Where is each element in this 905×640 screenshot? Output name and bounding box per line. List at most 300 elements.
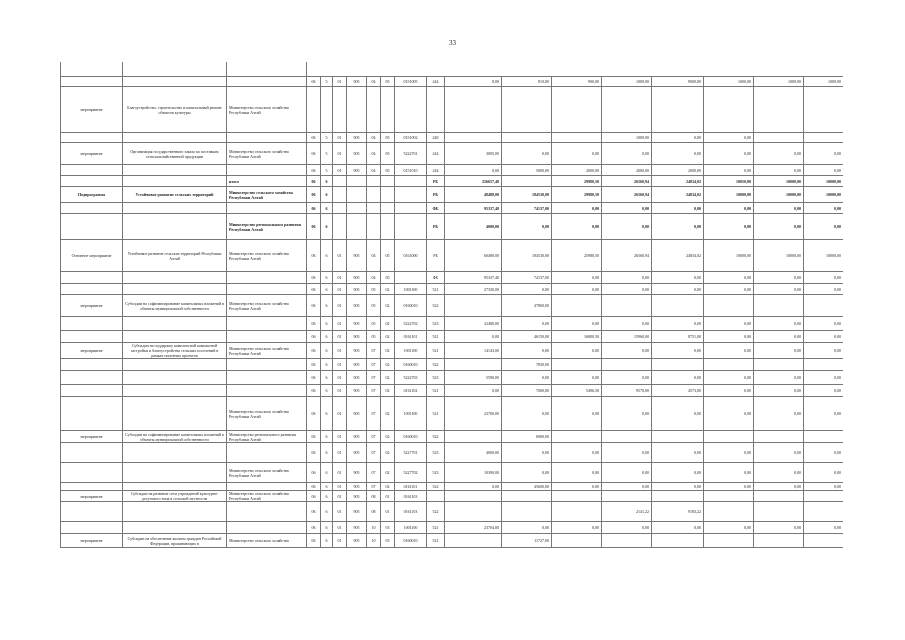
table-cell [704, 359, 754, 371]
table-cell: 9000,00 [652, 77, 704, 87]
table-cell [61, 522, 123, 534]
table-cell: 01 [333, 165, 347, 176]
table-cell: 905 [347, 522, 367, 534]
table-cell: 521 [427, 385, 445, 397]
table-row [61, 443, 844, 463]
table-cell: 06 [307, 502, 321, 522]
table-cell: мероприятие [61, 295, 123, 317]
budget-table [60, 62, 843, 548]
table-cell: 522 [427, 483, 445, 491]
table-cell: 0,00 [652, 371, 704, 385]
table-cell: 02 [381, 431, 395, 443]
table-cell: 01 [333, 522, 347, 534]
table-cell: 6 [321, 203, 333, 214]
table-cell: 02 [381, 359, 395, 371]
table-cell: 0161101 [395, 331, 427, 343]
table-cell: 0,00 [704, 133, 754, 143]
table-cell [704, 295, 754, 317]
table-cell: 11727,00 [502, 534, 552, 548]
table-cell: 10000,00 [704, 187, 754, 203]
table-cell: 522 [427, 359, 445, 371]
table-cell: 184530,00 [502, 187, 552, 203]
table-cell: 01 [333, 385, 347, 397]
table-cell: 0,00 [552, 317, 602, 331]
table-row [61, 317, 844, 331]
table-cell: 01 [333, 371, 347, 385]
table-cell: 905 [347, 240, 367, 272]
table-cell: 0,00 [502, 397, 552, 431]
table-cell: 905 [347, 77, 367, 87]
table-cell: 16800,50 [552, 331, 602, 343]
table-cell [552, 534, 602, 548]
table-cell [704, 431, 754, 443]
table-cell: 01 [333, 443, 347, 463]
table-cell: Министерство сельского хозяйства Республики Алтай [227, 240, 307, 272]
table-cell: 10000,00 [804, 240, 844, 272]
table-cell [61, 385, 123, 397]
table-cell: 5 [321, 133, 333, 143]
table-cell: 1001100 [395, 284, 427, 295]
table-cell: 523 [427, 371, 445, 385]
table-cell: 0,00 [552, 214, 602, 240]
table-cell: 06 [307, 371, 321, 385]
table-cell: 29980,50 [552, 176, 602, 187]
table-cell: 04 [367, 165, 381, 176]
table-cell: 1001100 [395, 522, 427, 534]
table-cell [61, 359, 123, 371]
table-cell: 0,00 [502, 371, 552, 385]
table-cell: Субсидии на софинансирование капитальных вложений в объекты муниципальной собственности [123, 295, 227, 317]
table-cell [804, 431, 844, 443]
table-row [61, 385, 844, 397]
table-cell: 244 [427, 77, 445, 87]
table-cell: 0151010 [395, 165, 427, 176]
table-cell: 60480,00 [445, 240, 502, 272]
table-cell: 25980,50 [552, 240, 602, 272]
table-cell: 06 [307, 143, 321, 165]
table-cell: 6 [321, 331, 333, 343]
table-cell [227, 203, 307, 214]
table-cell [395, 187, 427, 203]
table-cell: 0151002 [395, 133, 427, 143]
table-cell: 0,00 [445, 385, 502, 397]
table-cell [754, 502, 804, 522]
table-cell: 0,00 [704, 143, 754, 165]
table-cell [367, 187, 381, 203]
table-cell: 02 [381, 331, 395, 343]
table-cell: Министерство сельского хозяйства [227, 534, 307, 548]
table-cell: 01 [333, 331, 347, 343]
table-row [61, 295, 844, 317]
table-cell: 01 [333, 295, 347, 317]
table-cell: 0,00 [445, 483, 502, 491]
table-cell [395, 87, 427, 133]
table-cell: 6 [321, 295, 333, 317]
table-cell: 05 [367, 295, 381, 317]
table-cell: 10000,00 [704, 240, 754, 272]
table-cell: 0,00 [804, 443, 844, 463]
table-cell: 0161103 [395, 491, 427, 502]
table-cell [445, 491, 502, 502]
table-cell [227, 77, 307, 87]
table-cell [123, 77, 227, 87]
table-cell: 0,00 [804, 203, 844, 214]
table-cell: 0,00 [704, 331, 754, 343]
table-cell: мероприятие [61, 87, 123, 133]
table-cell: 0,00 [602, 317, 652, 331]
table-cell: 0160010 [395, 534, 427, 548]
table-cell: 02 [381, 343, 395, 359]
table-row [61, 272, 844, 284]
table-cell: 6900,00 [502, 431, 552, 443]
table-cell: 07 [367, 343, 381, 359]
table-cell [61, 133, 123, 143]
table-cell [395, 272, 427, 284]
table-cell [61, 272, 123, 284]
table-cell: 32480,00 [445, 317, 502, 331]
table-cell: 905 [347, 483, 367, 491]
table-cell: мероприятие [61, 143, 123, 165]
table-body [61, 62, 844, 548]
table-cell [652, 534, 704, 548]
table-cell [333, 176, 347, 187]
table-cell: 08 [367, 491, 381, 502]
table-cell: 06 [307, 203, 321, 214]
table-cell: 0,00 [754, 522, 804, 534]
table-row [61, 397, 844, 431]
table-cell: 7000,00 [502, 385, 552, 397]
table-cell: 6 [321, 272, 333, 284]
table-cell: 06 [307, 187, 321, 203]
table-cell: 905 [347, 359, 367, 371]
table-cell: 523 [427, 443, 445, 463]
table-row [61, 343, 844, 359]
table-cell: 0,00 [652, 343, 704, 359]
table-cell [552, 133, 602, 143]
table-cell [347, 214, 367, 240]
table-cell: 5590,00 [445, 371, 502, 385]
table-row [61, 371, 844, 385]
table-cell: 5 [321, 143, 333, 165]
table-row [61, 463, 844, 483]
table-cell: РБ [427, 187, 445, 203]
table-cell: Министерство сельского хозяйства Республики Алтай [227, 491, 307, 502]
table-cell: Субсидии на поддержку комплексной компактной застройки и благоустройства сельских поселений в рамках пилотных проектов [123, 343, 227, 359]
table-cell [652, 87, 704, 133]
table-cell: 0,00 [552, 371, 602, 385]
table-cell: 0,00 [445, 77, 502, 87]
table-cell: 521 [427, 397, 445, 431]
table-cell: 5227702 [395, 463, 427, 483]
table-cell: 06 [307, 284, 321, 295]
table-cell: Министерство регионального развития Республики Алтай [227, 214, 307, 240]
table-cell: 5222701 [395, 143, 427, 165]
table-cell: 0,00 [502, 522, 552, 534]
table-cell: 0,00 [602, 143, 652, 165]
table-cell [123, 176, 227, 187]
table-cell: Министерство сельского хозяйства Республики Алтай [227, 187, 307, 203]
header-fragment-cell [307, 62, 844, 77]
table-cell: 0,00 [704, 272, 754, 284]
table-cell [227, 502, 307, 522]
table-cell: 0,00 [652, 272, 704, 284]
table-cell [123, 371, 227, 385]
table-cell: РБ [427, 176, 445, 187]
table-cell: 24834,02 [652, 240, 704, 272]
table-cell: 01 [333, 534, 347, 548]
table-cell: 6 [321, 240, 333, 272]
table-row [61, 203, 844, 214]
table-cell: 6 [321, 187, 333, 203]
table-cell [61, 397, 123, 431]
table-cell: 6 [321, 522, 333, 534]
table-cell [804, 534, 844, 548]
table-cell [552, 491, 602, 502]
table-cell: 0,00 [652, 397, 704, 431]
table-cell: 2000,00 [652, 165, 704, 176]
table-cell [61, 317, 123, 331]
table-cell: 0,00 [804, 214, 844, 240]
table-cell: Организация государственного заказа по поставкам сельскохозяйственной продукции [123, 143, 227, 165]
table-cell: 06 [307, 534, 321, 548]
table-cell: РБ [427, 240, 445, 272]
table-cell: 0,00 [754, 165, 804, 176]
table-cell: 7830,00 [502, 359, 552, 371]
table-cell: 2000,00 [552, 165, 602, 176]
table-cell [754, 295, 804, 317]
table-cell: 10 [367, 534, 381, 548]
table-row [61, 331, 844, 343]
table-cell [804, 502, 844, 522]
table-cell: 256657,40 [445, 176, 502, 187]
table-cell [367, 176, 381, 187]
table-cell: 0,00 [552, 397, 602, 431]
table-cell: 15960,00 [602, 331, 652, 343]
table-cell [445, 359, 502, 371]
table-cell: 06 [307, 331, 321, 343]
table-cell: 905 [347, 371, 367, 385]
table-cell: 01 [333, 284, 347, 295]
table-cell: 05 [381, 240, 395, 272]
table-cell: 06 [307, 165, 321, 176]
table-cell: 01 [333, 483, 347, 491]
table-cell: 184530,00 [502, 240, 552, 272]
table-cell: 10000,00 [804, 176, 844, 187]
table-cell: 905 [347, 431, 367, 443]
table-cell: 02 [381, 284, 395, 295]
table-cell [602, 87, 652, 133]
table-cell: 48480,00 [445, 187, 502, 203]
table-cell [227, 272, 307, 284]
table-cell: 0,00 [502, 214, 552, 240]
table-cell: 07 [367, 443, 381, 463]
table-cell: 905 [347, 463, 367, 483]
table-cell: 10390,00 [445, 463, 502, 483]
table-cell: 0,00 [552, 203, 602, 214]
table-cell [754, 431, 804, 443]
table-row [61, 87, 844, 133]
table-cell [333, 187, 347, 203]
table-cell: мероприятие [61, 534, 123, 548]
table-cell [427, 491, 445, 502]
table-cell: 0,00 [704, 343, 754, 359]
table-cell [381, 176, 395, 187]
table-cell: 05 [381, 272, 395, 284]
table-cell: 0,00 [804, 272, 844, 284]
table-cell: 02 [381, 385, 395, 397]
table-cell [804, 491, 844, 502]
table-cell: 6 [321, 343, 333, 359]
table-cell [502, 491, 552, 502]
table-cell: 0,00 [552, 463, 602, 483]
table-cell: 521 [427, 522, 445, 534]
table-cell: 05 [381, 143, 395, 165]
table-cell: 0160010 [395, 295, 427, 317]
table-cell: 0,00 [754, 443, 804, 463]
table-cell [804, 359, 844, 371]
table-cell: 06 [307, 272, 321, 284]
table-cell [502, 133, 552, 143]
table-cell: 522 [427, 295, 445, 317]
table-cell: 06 [307, 214, 321, 240]
table-cell [227, 522, 307, 534]
table-cell: 07 [367, 483, 381, 491]
table-cell: 05 [381, 133, 395, 143]
table-cell [347, 187, 367, 203]
table-cell: 3005,00 [445, 143, 502, 165]
table-cell: 08 [367, 502, 381, 522]
table-cell: 0,00 [754, 214, 804, 240]
header-fragment-row [61, 62, 844, 77]
table-cell [754, 534, 804, 548]
table-cell [333, 214, 347, 240]
table-cell [754, 133, 804, 143]
table-cell: 6 [321, 443, 333, 463]
table-cell: 6 [321, 534, 333, 548]
table-cell: 1000,00 [754, 77, 804, 87]
table-cell [227, 371, 307, 385]
table-cell: 0,00 [602, 463, 652, 483]
table-cell: 0,00 [652, 522, 704, 534]
table-cell [552, 431, 602, 443]
table-cell: 03 [381, 522, 395, 534]
table-cell: 0,00 [602, 343, 652, 359]
table-cell: 01 [333, 133, 347, 143]
table-cell [123, 284, 227, 295]
table-cell: 06 [307, 491, 321, 502]
table-cell: 1000,00 [704, 77, 754, 87]
table-cell [321, 87, 333, 133]
table-cell: 04 [367, 272, 381, 284]
table-cell: 07 [367, 359, 381, 371]
table-cell [754, 491, 804, 502]
table-cell: 06 [307, 463, 321, 483]
table-cell: 0,00 [804, 284, 844, 295]
table-cell: 05 [367, 317, 381, 331]
table-cell: 10 [367, 522, 381, 534]
table-cell: 04 [367, 133, 381, 143]
table-cell: 905 [347, 443, 367, 463]
table-cell: 0,00 [804, 331, 844, 343]
table-cell [704, 502, 754, 522]
table-cell: 04 [367, 240, 381, 272]
table-row [61, 522, 844, 534]
table-cell: 0,00 [602, 203, 652, 214]
table-row [61, 483, 844, 491]
table-cell: 5 [321, 165, 333, 176]
table-cell [502, 176, 552, 187]
table-cell: 1000,00 [804, 77, 844, 87]
table-cell: 6 [321, 371, 333, 385]
table-cell [602, 491, 652, 502]
table-cell [123, 443, 227, 463]
table-row [61, 284, 844, 295]
table-cell [602, 431, 652, 443]
table-cell: 07 [367, 463, 381, 483]
table-cell: 74137,00 [502, 272, 552, 284]
table-cell: 95337,40 [445, 203, 502, 214]
table-cell: 01 [333, 463, 347, 483]
table-row [61, 143, 844, 165]
table-cell: 0,00 [602, 272, 652, 284]
table-cell: 905 [347, 165, 367, 176]
table-cell: Субсидии на развитие сети учреждений культурно-досугового типа в сельской местности [123, 491, 227, 502]
table-cell: 0,00 [754, 284, 804, 295]
table-cell [445, 87, 502, 133]
table-cell [347, 176, 367, 187]
table-cell [227, 133, 307, 143]
table-cell: 02 [381, 295, 395, 317]
table-cell: 01 [333, 502, 347, 522]
table-cell: Министерство сельского хозяйства Республики Алтай [227, 463, 307, 483]
table-cell: Министерство сельского хозяйства Республики Алтай [227, 397, 307, 431]
table-cell: 07 [367, 371, 381, 385]
table-cell: 26560,94 [602, 187, 652, 203]
table-cell: 46150,00 [502, 331, 552, 343]
table-cell [754, 87, 804, 133]
table-cell: 523 [427, 463, 445, 483]
table-cell: 5000,00 [502, 165, 552, 176]
table-cell: 0,00 [552, 284, 602, 295]
table-cell: 0,00 [502, 317, 552, 331]
table-cell [704, 534, 754, 548]
table-cell: 0,00 [502, 143, 552, 165]
table-cell [123, 133, 227, 143]
table-cell: 0,00 [754, 463, 804, 483]
table-cell [367, 87, 381, 133]
table-cell: Основное мероприятие [61, 240, 123, 272]
table-cell [602, 359, 652, 371]
table-cell [227, 483, 307, 491]
table-row [61, 214, 844, 240]
table-cell [61, 165, 123, 176]
table-cell: 523 [427, 317, 445, 331]
table-cell: 06 [307, 77, 321, 87]
table-cell: 522 [427, 502, 445, 522]
table-cell: 521 [427, 534, 445, 548]
table-cell: 5 [321, 77, 333, 87]
table-cell: 0161000 [395, 240, 427, 272]
table-cell: 05 [381, 77, 395, 87]
table-cell [395, 176, 427, 187]
table-cell: 6 [321, 284, 333, 295]
table-cell: 0,00 [552, 522, 602, 534]
table-cell: 905 [347, 534, 367, 548]
table-cell: 0,00 [602, 214, 652, 240]
table-cell [381, 87, 395, 133]
table-row [61, 431, 844, 443]
table-cell: 6 [321, 317, 333, 331]
